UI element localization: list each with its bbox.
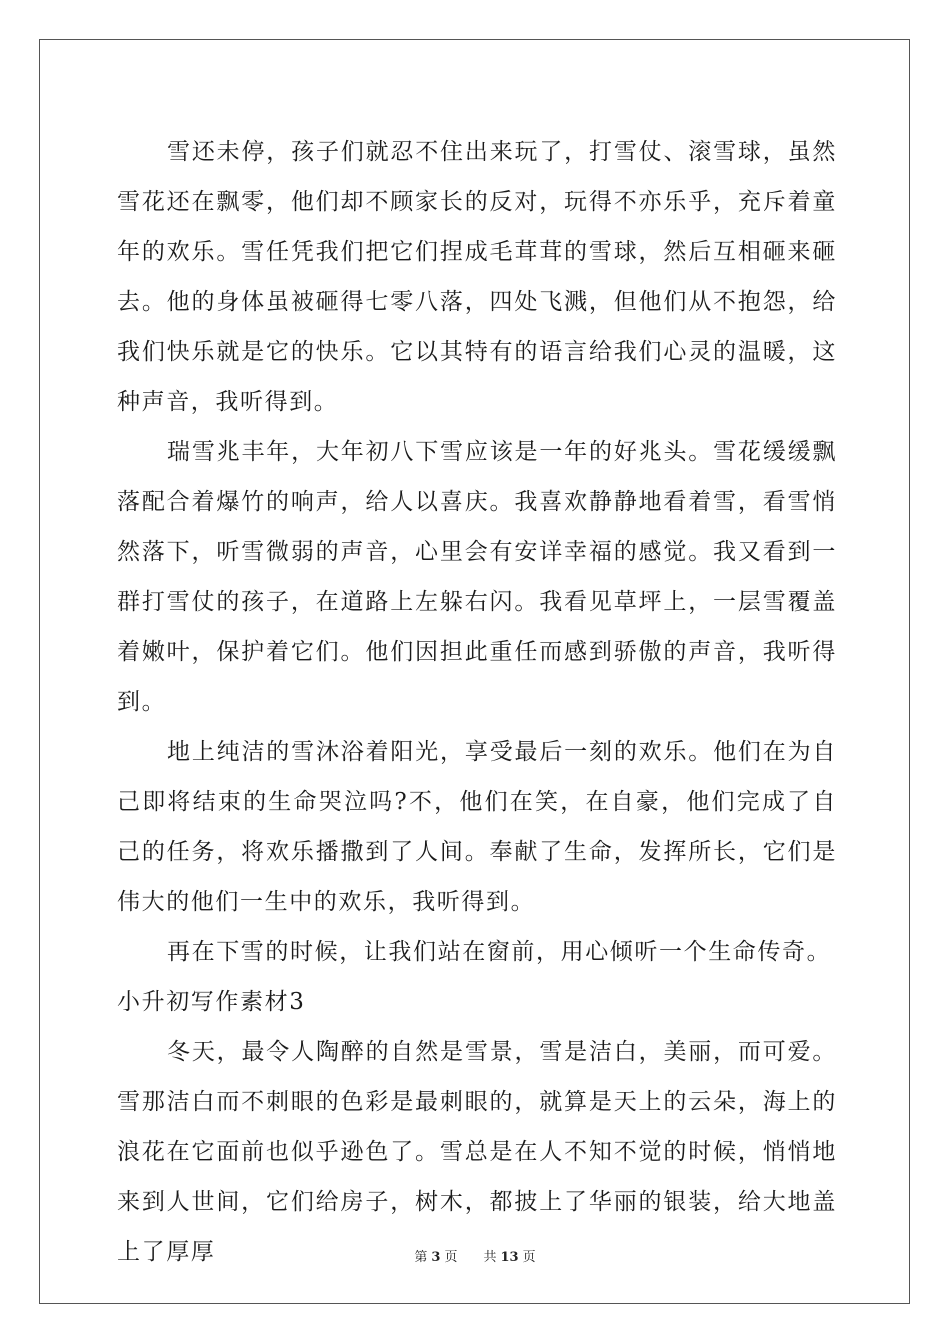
- page-prefix: 第: [414, 1250, 428, 1265]
- paragraph: 冬天，最令人陶醉的自然是雪景，雪是洁白，美丽，而可爱。雪那洁白而不刺眼的色彩是最刺眼的，就算是天上的云朵，海上的浪花在它面前也似乎逊色了。雪总是在人不知不觉的时候，悄悄地来到人世间，它们给房子，树木，都披上了华丽的银装，给大地盖上了厚厚: [117, 1039, 837, 1265]
- current-page: 3: [431, 1250, 441, 1265]
- total-suffix: 页: [522, 1250, 536, 1265]
- total-prefix: 共: [483, 1250, 497, 1265]
- total-pages: 13: [500, 1250, 519, 1265]
- paragraph: 地上纯洁的雪沐浴着阳光，享受最后一刻的欢乐。他们在为自己即将结束的生命哭泣吗?不，他们在笑，在自豪，他们完成了自己的任务，将欢乐播撒到了人间。奉献了生命，发挥所长，它们是伟大的他们一生中的欢乐，我听得到。: [117, 739, 837, 915]
- paragraph: 再在下雪的时候，让我们站在窗前，用心倾听一个生命传奇。: [167, 939, 832, 965]
- paragraph: 瑞雪兆丰年，大年初八下雪应该是一年的好兆头。雪花缓缓飘落配合着爆竹的响声，给人以喜庆。我喜欢静静地看着雪，看雪悄然落下，听雪微弱的声音，心里会有安详幸福的感觉。我又看到一群打雪仗的孩子，在道路上左躲右闪。我看见草坪上，一层雪覆盖着嫩叶，保护着它们。他们因担此重任而感到骄傲的声音，我听得到。: [117, 439, 837, 715]
- page-number: [412, 1250, 459, 1265]
- page-total: [481, 1250, 537, 1265]
- page-suffix: 页: [444, 1250, 458, 1265]
- section-heading: 小升初写作素材3: [117, 989, 306, 1015]
- page-footer: [0, 1246, 950, 1265]
- paragraph: 雪还未停，孩子们就忍不住出来玩了，打雪仗、滚雪球，虽然雪花还在飘零，他们却不顾家长的反对，玩得不亦乐乎，充斥着童年的欢乐。雪任凭我们把它们捏成毛茸茸的雪球，然后互相砸来砸去。他的身体虽被砸得七零八落，四处飞溅，但他们从不抱怨，给我们快乐就是它的快乐。它以其特有的语言给我们心灵的温暖，这种声音，我听得到。: [117, 139, 837, 415]
- document-body: [117, 127, 837, 1277]
